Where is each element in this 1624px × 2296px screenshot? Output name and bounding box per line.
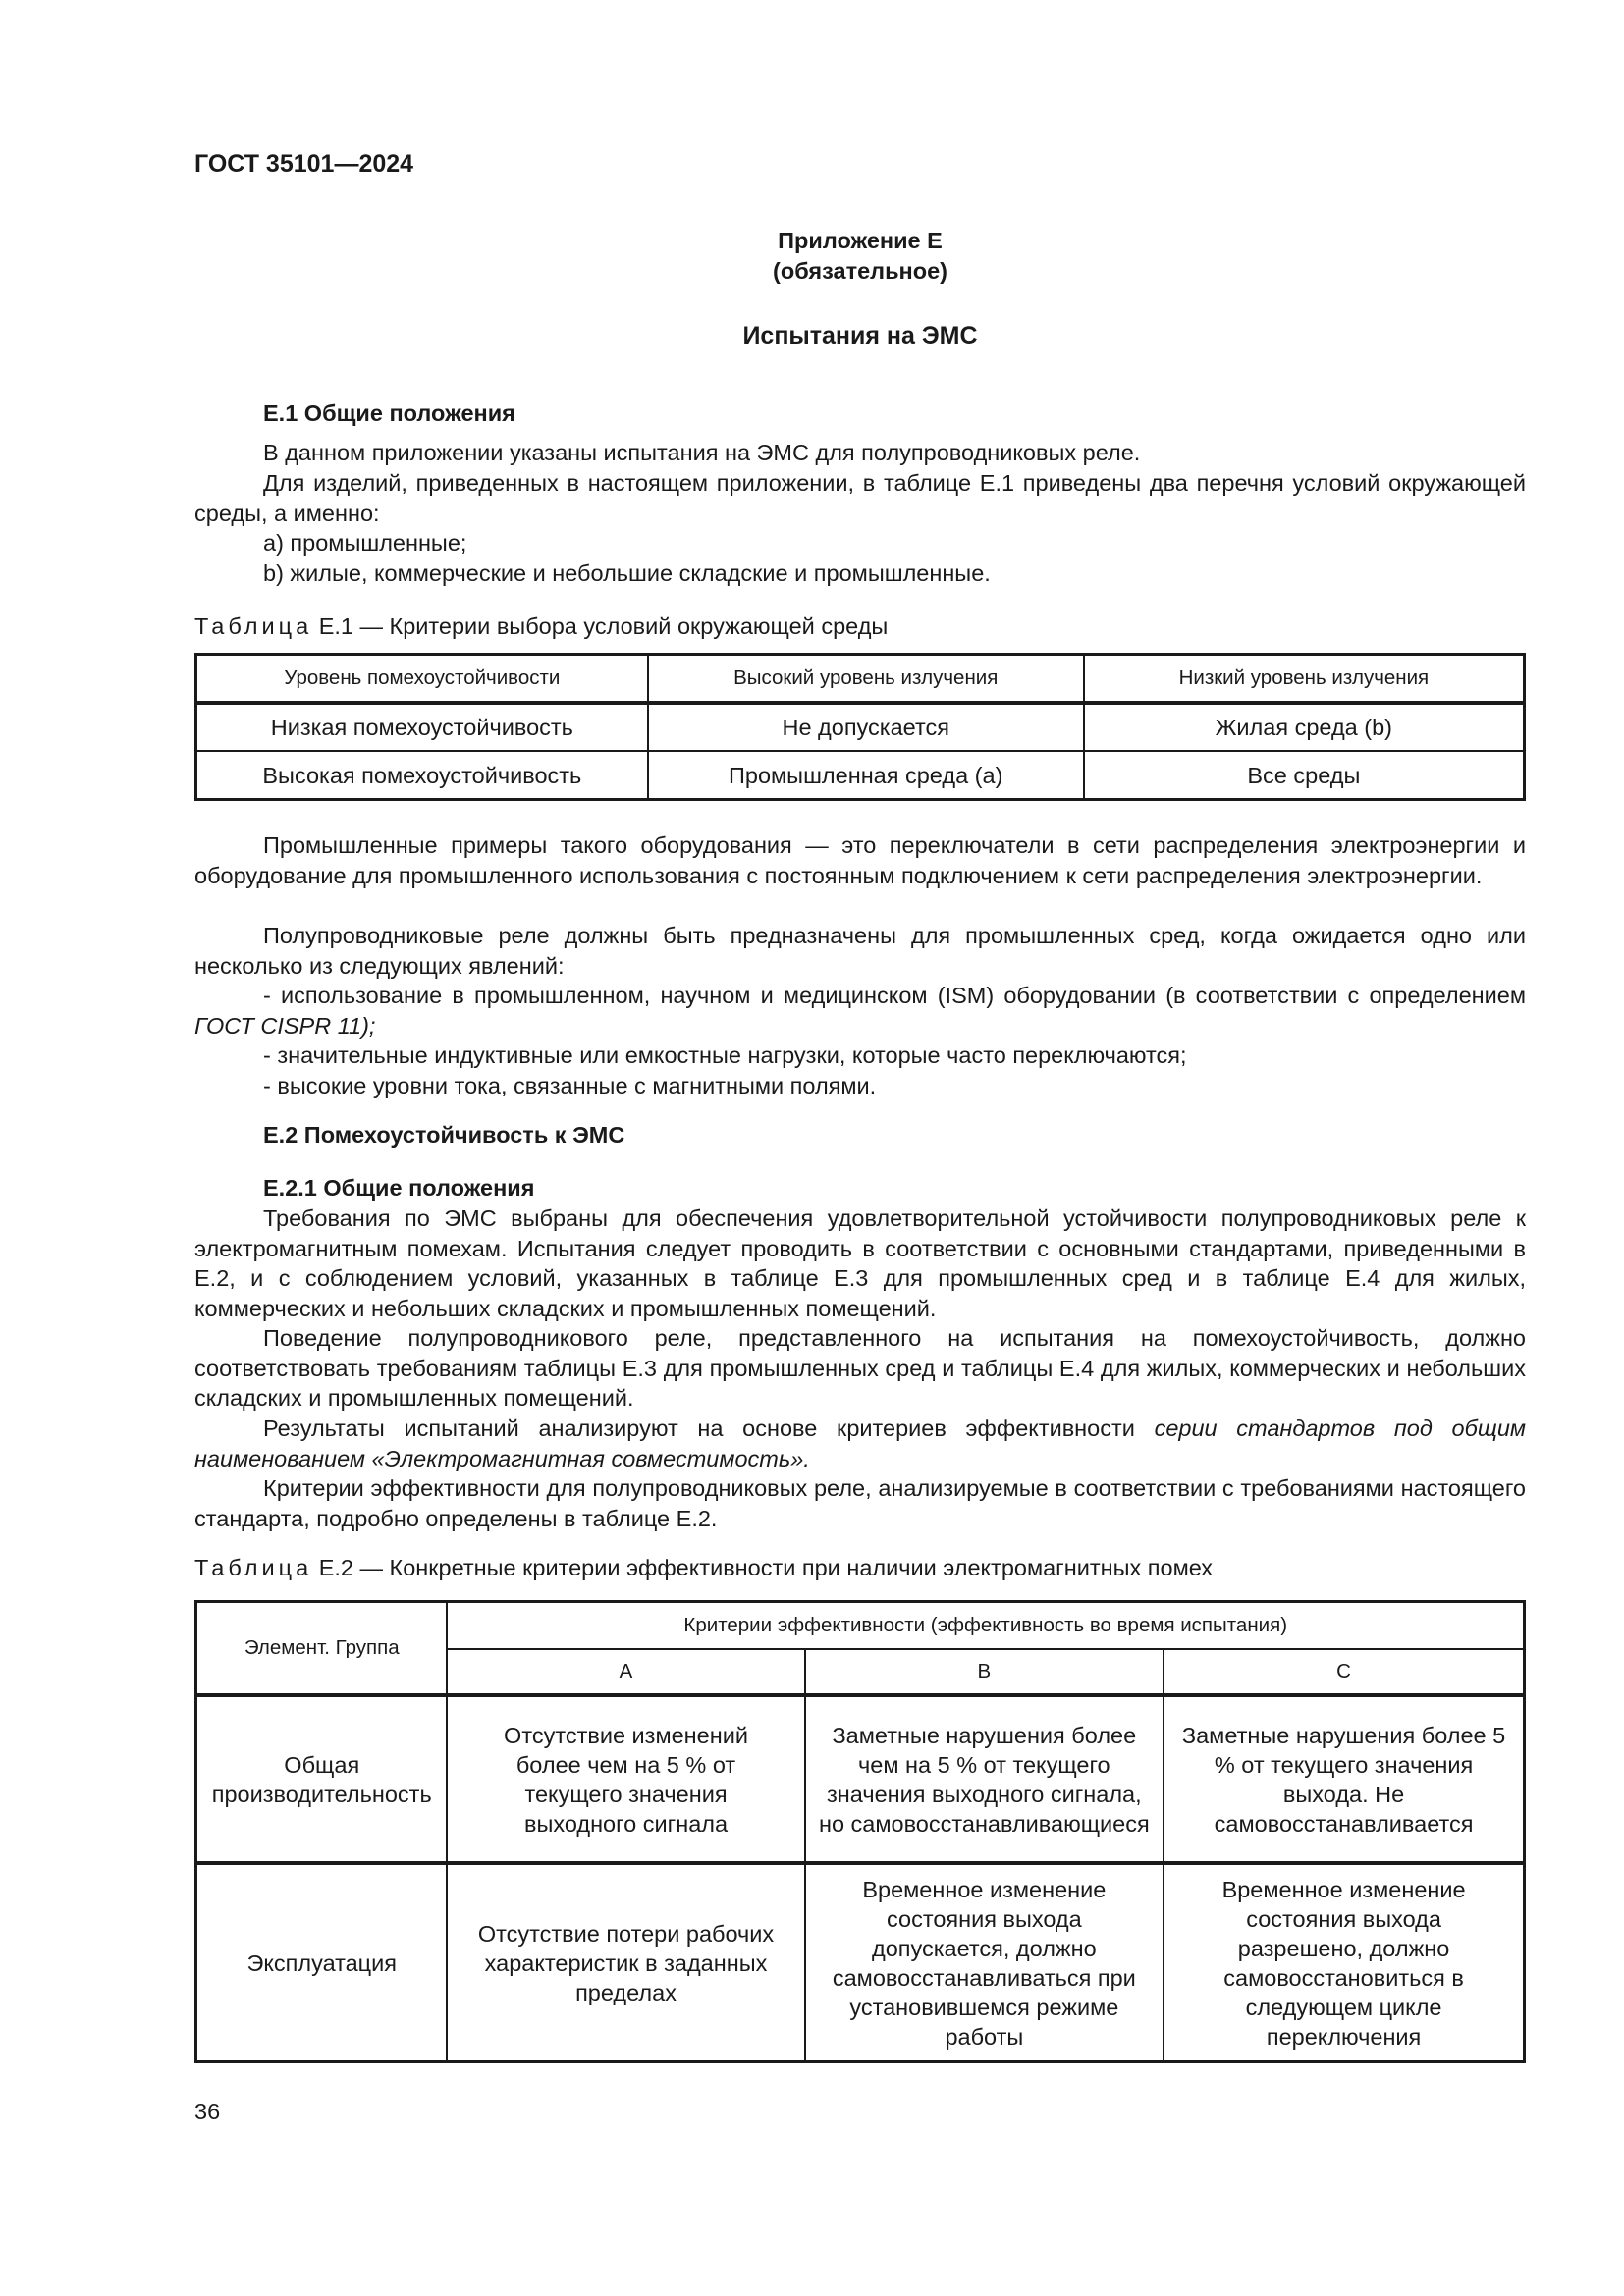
table2-cell: Временное изменение состояния выхода допускается, должно самовосстанавливаться при установившемся режиме работы bbox=[805, 1863, 1164, 2062]
table2-caption-text: Е.2 — Конкретные критерии эффективности при наличии электромагнитных помех bbox=[318, 1555, 1214, 1580]
s1-paragraph-2: Для изделий, приведенных в настоящем приложении, в таблице Е.1 приведены два перечня условий окружающей среды, а именно: bbox=[194, 470, 1526, 526]
after-t1-list-item-2: - значительные индуктивные или емкостные нагрузки, которые часто переключаются; bbox=[263, 1042, 1187, 1068]
table1-header-cell: Низкий уровень излучения bbox=[1084, 655, 1525, 704]
table1-cell: Промышленная среда (а) bbox=[648, 751, 1084, 800]
after-t1-paragraph-2: Полупроводниковые реле должны быть предназначены для промышленных сред, когда ожидается одно или несколько из следующих явлений: bbox=[194, 923, 1526, 979]
doc-id-header: ГОСТ 35101—2024 bbox=[194, 150, 414, 178]
table1-cell: Все среды bbox=[1084, 751, 1525, 800]
table-row bbox=[196, 1695, 1525, 1863]
standard-series-reference: серии стандартов под общим наименованием «Электромагнитная совместимость». bbox=[194, 1415, 1526, 1471]
table2-cell: Отсутствие потери рабочих характеристик в заданных пределах bbox=[447, 1863, 804, 2062]
list-item-text: - использование в промышленном, научном и медицинском (ISM) оборудовании (в соответствии с определением bbox=[263, 983, 1526, 1008]
table2-header-row bbox=[196, 1602, 1525, 1650]
table1-caption-label: Таблица bbox=[194, 614, 313, 639]
s2-paragraph-2: Поведение полупроводникового реле, представленного на испытания на помехоустойчивость, должно соответствовать требованиям таблицы Е.3 для промышленных сред и таблицы Е.4 для жилых, коммерческих и небольших складских и промышленных помещений. bbox=[194, 1325, 1526, 1411]
table-row bbox=[196, 703, 1525, 751]
appendix-title: Приложение Е bbox=[778, 228, 943, 253]
group-header-cell: Элемент. Группа bbox=[196, 1602, 448, 1696]
appendix-status: (обязательное) bbox=[773, 258, 947, 284]
table2-row-label: Общая производительность bbox=[196, 1695, 448, 1863]
after-t1-list-item-3: - высокие уровни тока, связанные с магнитными полями. bbox=[263, 1073, 877, 1098]
s2-paragraph-3 bbox=[194, 1414, 1526, 1473]
table2-caption-label: Таблица bbox=[194, 1555, 313, 1580]
after-t1-paragraph-1: Промышленные примеры такого оборудования — это переключатели в сети распределения электроэнергии и оборудование для промышленного использования с постоянным подключением к сети распределения электроэнергии. bbox=[194, 832, 1526, 888]
criteria-col-b: В bbox=[805, 1649, 1164, 1695]
table-e1 bbox=[194, 653, 1526, 801]
table-row bbox=[196, 1863, 1525, 2062]
s1-paragraph-1: В данном приложении указаны испытания на ЭМС для полупроводниковых реле. bbox=[263, 440, 1141, 465]
table1-caption-text: Е.1 — Критерии выбора условий окружающей среды bbox=[318, 614, 889, 639]
table2-cell: Заметные нарушения более чем на 5 % от текущего значения выходного сигнала, но самовосстанавливающиеся bbox=[805, 1695, 1164, 1863]
section-e1-heading: Е.1 Общие положения bbox=[263, 400, 515, 426]
s2-paragraph-1: Требования по ЭМС выбраны для обеспечения удовлетворительной устойчивости полупроводниковых реле к электромагнитным помехам. Испытания следует проводить в соответствии с основными стандартами, приведенными в Е.2, и с соблюдением условий, указанных в таблице Е.3 для промышленных сред и в таблице Е.4 для жилых, коммерческих и небольших складских и промышленных помещений. bbox=[194, 1205, 1526, 1321]
s2-paragraph-4: Критерии эффективности для полупроводниковых реле, анализируемые в соответствии с требованиями настоящего стандарта, подробно определены в таблице Е.2. bbox=[194, 1475, 1526, 1531]
criteria-col-a: А bbox=[447, 1649, 804, 1695]
table2-cell: Отсутствие изменений более чем на 5 % от текущего значения выходного сигнала bbox=[447, 1695, 804, 1863]
table2-cell: Заметные нарушения более 5 % от текущего значения выхода. Не самовосстанавливается bbox=[1164, 1695, 1524, 1863]
paragraph-text: Результаты испытаний анализируют на основе критериев эффективности bbox=[263, 1415, 1155, 1441]
appendix-heading: Испытания на ЭМС bbox=[742, 322, 978, 349]
table1-header-row bbox=[196, 655, 1525, 704]
criteria-col-c: С bbox=[1164, 1649, 1524, 1695]
gost-cispr-reference: ГОСТ CISPR 11); bbox=[194, 1012, 376, 1039]
section-e21-heading: Е.2.1 Общие положения bbox=[263, 1175, 535, 1201]
table-e2 bbox=[194, 1600, 1526, 2063]
s1-list-item-a: а) промышленные; bbox=[263, 530, 467, 556]
table1-header-cell: Высокий уровень излучения bbox=[648, 655, 1084, 704]
table-row bbox=[196, 751, 1525, 800]
table1-cell: Не допускается bbox=[648, 703, 1084, 751]
table1-header-cell: Уровень помехоустойчивости bbox=[196, 655, 648, 704]
table2-row-label: Эксплуатация bbox=[196, 1863, 448, 2062]
table1-cell: Низкая помехоустойчивость bbox=[196, 703, 648, 751]
table2-caption bbox=[194, 1553, 1213, 1583]
s1-list-item-b: b) жилые, коммерческие и небольшие складские и промышленные. bbox=[263, 561, 991, 586]
table1-cell: Высокая помехоустойчивость bbox=[196, 751, 648, 800]
table2-cell: Временное изменение состояния выхода разрешено, должно самовосстановиться в следующем цикле переключения bbox=[1164, 1863, 1524, 2062]
criteria-header-cell: Критерии эффективности (эффективность во время испытания) bbox=[447, 1602, 1524, 1650]
page-number: 36 bbox=[194, 2099, 221, 2124]
table1-cell: Жилая среда (b) bbox=[1084, 703, 1525, 751]
section-e2-heading: Е.2 Помехоустойчивость к ЭМС bbox=[263, 1122, 625, 1148]
table1-caption bbox=[194, 612, 888, 642]
after-t1-list-item-1 bbox=[194, 981, 1526, 1041]
